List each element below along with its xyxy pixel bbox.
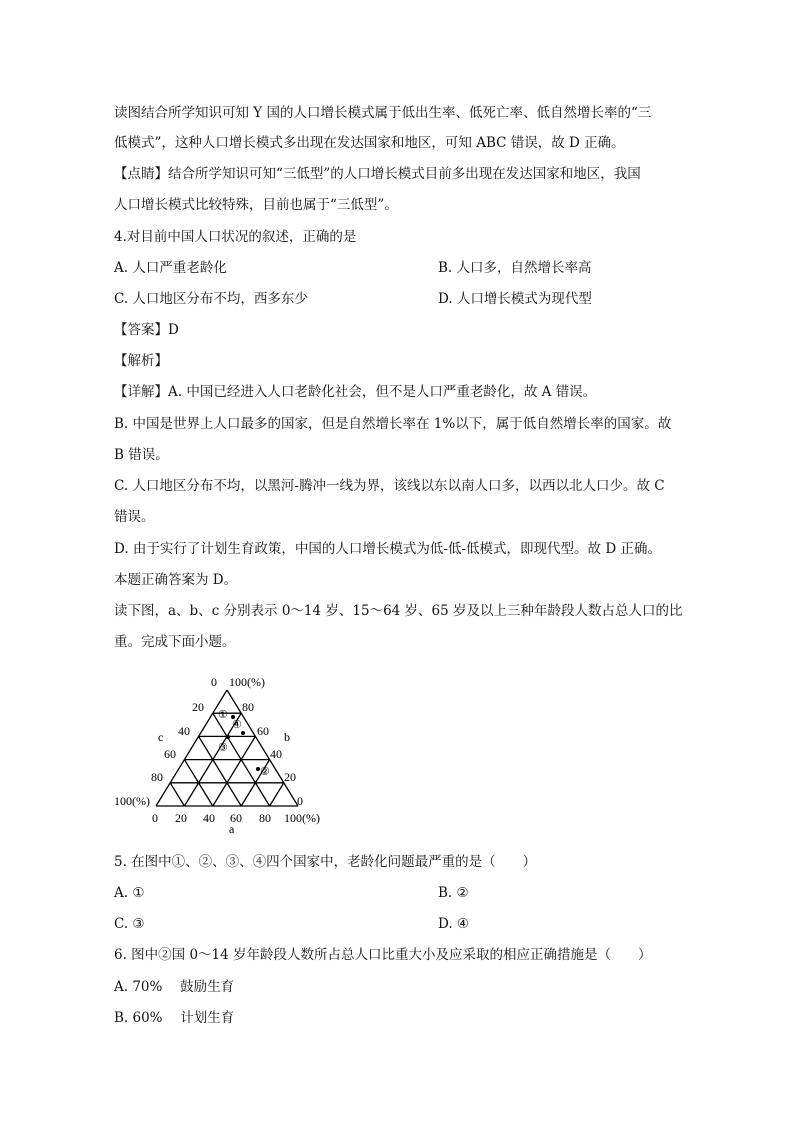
marker-2: ② [260, 766, 270, 778]
q5-option-c: C. ③ [114, 916, 145, 932]
q4-option-a: A. 人口严重老龄化 [114, 260, 227, 276]
grid-line [184, 713, 241, 806]
triangle-edge [156, 690, 227, 806]
grid-line [213, 736, 256, 806]
top-label-100: 100(%) [229, 675, 265, 689]
bottom-tick: 20 [175, 811, 187, 825]
bottom-tick: 60 [230, 811, 242, 825]
detail-line: 本题正确答案为 D。 [114, 572, 238, 588]
explanation-line: 低模式”，这种人口增长模式多出现在发达国家和地区，可知 ABC 错误，故 D 正确。 [114, 135, 625, 151]
axis-label-b: b [284, 730, 290, 744]
marker-1: ① [218, 709, 228, 721]
reading-instruction: 重。完成下面小题。 [114, 634, 236, 650]
marker-3: ③ [218, 742, 228, 754]
question-4-stem: 4.对目前中国人口状况的叙述，正确的是 [114, 229, 357, 245]
explanation-line: 读图结合所学知识可知 Y 国的人口增长模式属于低出生率、低死亡率、低自然增长率的“三 [114, 105, 652, 121]
right-tick: 60 [257, 724, 269, 738]
q4-option-d: D. 人口增长模式为现代型 [438, 291, 592, 307]
tip-line: 【点睛】结合所学知识可知“三低型”的人口增长模式目前多出现在发达国家和地区，我国 [114, 166, 641, 182]
triangle-edge [227, 690, 298, 806]
axis-label-a: a [229, 822, 235, 836]
question-6-stem: 6. 图中②国 0～14 岁年龄段人数所占总人口比重大小及应采取的相应正确措施是（ ） [114, 947, 652, 963]
grid-line [199, 736, 242, 806]
q5-option-d: D. ④ [438, 916, 470, 932]
reading-instruction: 读下图，a、b、c 分别表示 0～14 岁、15～64 岁、65 岁及以上三种年龄段人数占总人口的比 [114, 603, 683, 619]
left-tick: 80 [151, 770, 163, 784]
bottom-tick: 40 [203, 811, 215, 825]
left-tick: 40 [178, 724, 190, 738]
detail-line: B 错误。 [114, 447, 169, 463]
detail-line: 【详解】A. 中国已经进入人口老龄化社会，但不是人口严重老龄化，故 A 错误。 [114, 384, 597, 400]
detail-line: C. 人口地区分布不均，以黑河-腾冲一线为界，该线以东以南人口多，以西以北人口少。故 C [114, 478, 665, 494]
bottom-tick: 80 [259, 811, 271, 825]
left-tick: 60 [164, 747, 176, 761]
detail-line: D. 由于实行了计划生育政策，中国的人口增长模式为低-低-低模式，即现代型。故 D 正确。 [114, 541, 661, 557]
tip-line: 人口增长模式比较特殊，目前也属于“三低型”。 [114, 197, 398, 213]
answer-label: 【答案】D [114, 322, 179, 338]
country-point-1 [231, 715, 235, 719]
grid-line [184, 760, 212, 806]
right-tick: 40 [270, 747, 282, 761]
bottom-tick: 100(%) [284, 811, 320, 825]
right-tick: 20 [284, 770, 296, 784]
analysis-label: 【解析】 [114, 353, 168, 369]
grid-line [270, 783, 284, 806]
right-bottom-label: 0 [297, 794, 303, 808]
country-point-3 [226, 735, 230, 739]
grid-line [241, 760, 269, 806]
left-tick: 20 [192, 700, 204, 714]
country-point-2 [256, 767, 260, 771]
left-bottom-label: 100(%) [114, 794, 150, 808]
q5-option-a: A. ① [114, 885, 145, 901]
grid-line [170, 783, 184, 806]
right-tick: 80 [242, 700, 254, 714]
axis-label-c: c [158, 730, 164, 744]
q6-option-b: B. 60% 计划生育 [114, 1010, 235, 1026]
detail-line: 错误。 [114, 509, 155, 525]
q5-option-b: B. ② [438, 885, 469, 901]
marker-4: ④ [232, 719, 242, 731]
top-label-0: 0 [211, 675, 217, 689]
detail-line: B. 中国是世界上人口最多的国家，但是自然增长率在 1%以下，属于低自然增长率的国家。故 [114, 416, 672, 432]
q4-option-b: B. 人口多，自然增长率高 [438, 260, 592, 276]
bottom-tick: 0 [152, 811, 158, 825]
q6-option-a: A. 70% 鼓励生育 [114, 979, 235, 995]
q4-option-c: C. 人口地区分布不均，西多东少 [114, 291, 308, 307]
question-5-stem: 5. 在图中①、②、③、④四个国家中，老龄化问题最严重的是（ ） [114, 854, 537, 870]
grid-line [213, 713, 270, 806]
country-point-4 [241, 731, 245, 735]
